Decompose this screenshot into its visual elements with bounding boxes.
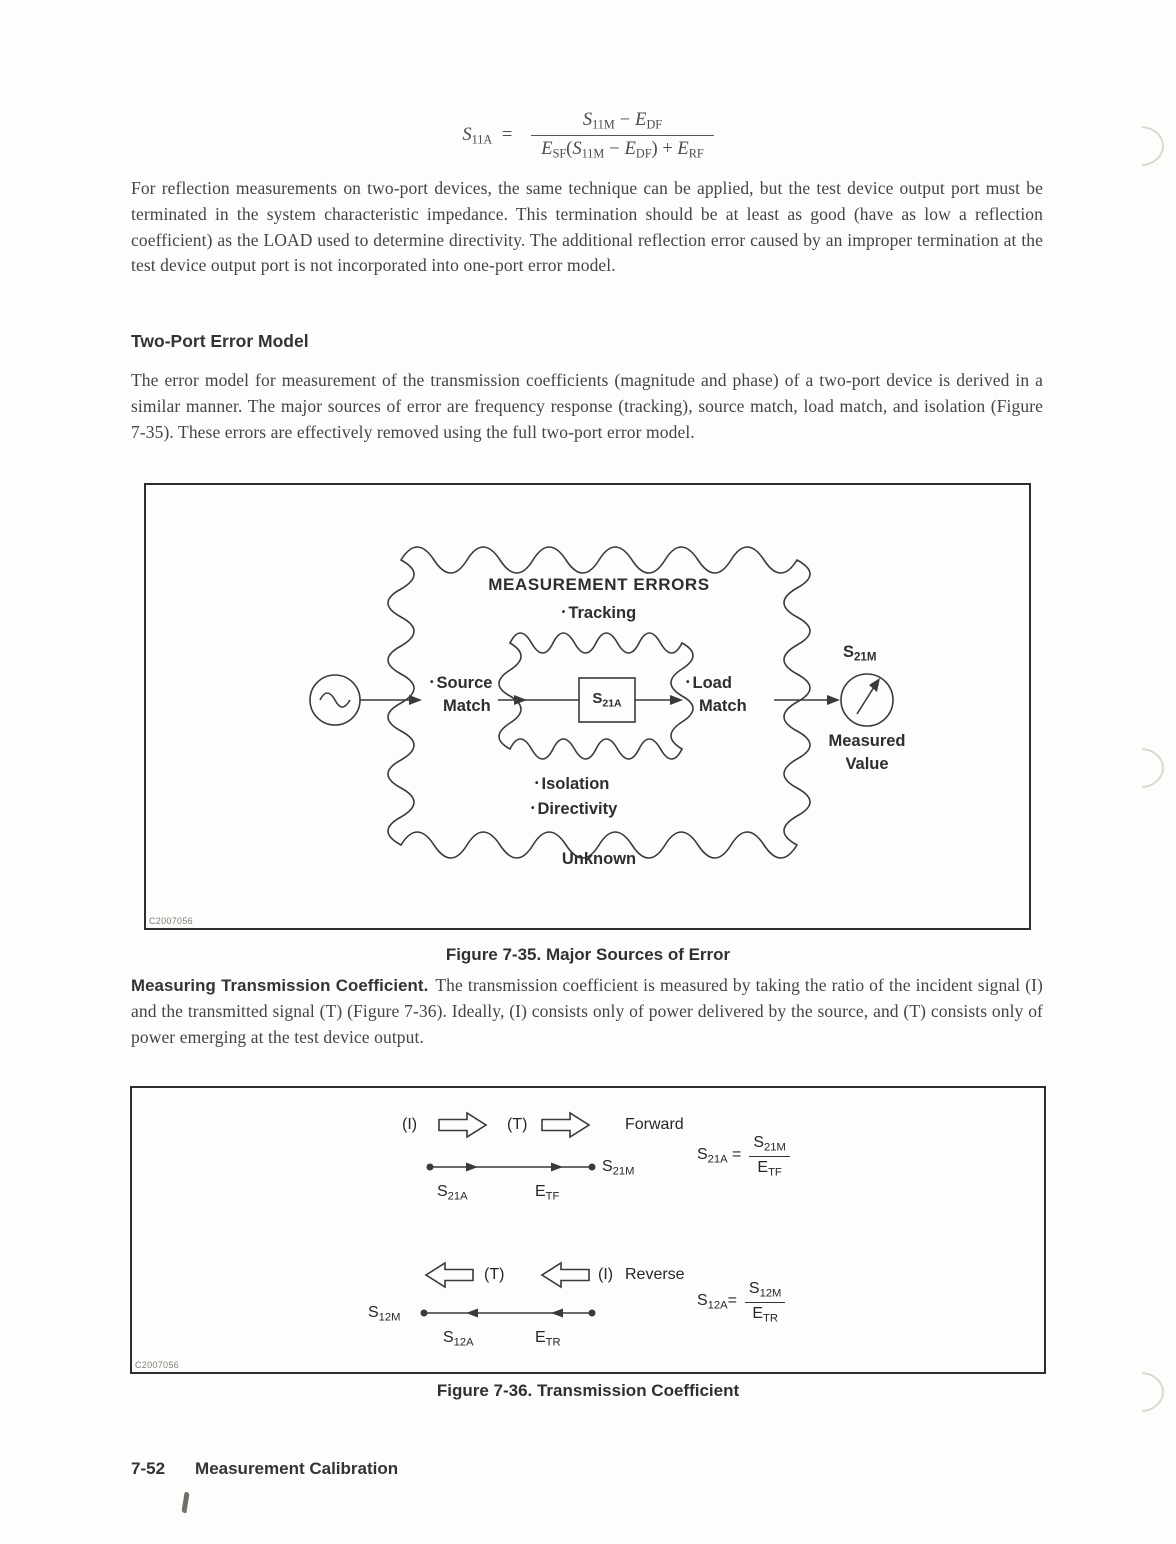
tracking-text: Tracking xyxy=(568,604,637,622)
open-paren: ( xyxy=(566,139,573,160)
eqr-equals: = xyxy=(727,1292,737,1310)
s21m-label xyxy=(602,1158,634,1178)
eqf-numerator xyxy=(749,1134,789,1156)
eqf-denominator xyxy=(749,1156,789,1179)
paragraph-reflection-measurements: For reflection measurements on two-port devices, the same technique can be applied, but the test device output port must be terminated in the system characteristic impedance. This termination should be at least as good (have as low a reflection coefficient) as the LOAD used to determine directivity. The additional reflection error caused by an improper termination at the test device output port is not incorporated into one-port error model. xyxy=(131,178,1043,276)
eqf-equals: = xyxy=(732,1146,742,1164)
bullet-icon: • xyxy=(535,778,539,789)
bullet-icon: • xyxy=(561,607,566,618)
reverse-transmission-line xyxy=(421,1309,596,1318)
denominator-symbol: E xyxy=(541,139,553,160)
denominator-symbol-2: S xyxy=(572,139,582,160)
eqf-lhs-base: S xyxy=(697,1146,708,1164)
source-match-label xyxy=(430,671,492,718)
reverse-incident-label: (I) xyxy=(598,1266,614,1283)
s21a-base: S xyxy=(437,1183,448,1200)
s12a-label xyxy=(443,1329,474,1349)
forward-equation-lhs xyxy=(697,1146,741,1166)
eqr-lhs-base: S xyxy=(697,1292,708,1310)
incident-signal-label: (I) xyxy=(402,1116,418,1133)
denominator-symbol-3: E xyxy=(624,139,636,160)
s21a-box-label xyxy=(579,678,635,722)
equation-lhs xyxy=(462,125,517,147)
value-text: Value xyxy=(845,755,889,773)
s12m-label xyxy=(368,1304,400,1324)
close-paren-plus: ) + xyxy=(651,139,673,160)
measurement-errors-title: MEASUREMENT ERRORS xyxy=(488,575,710,594)
reverse-label: Reverse xyxy=(625,1266,685,1283)
source-text: Source xyxy=(436,674,493,692)
etf-subscript: TF xyxy=(545,1190,560,1203)
etr-base: E xyxy=(535,1329,546,1346)
eqr-num-base: S xyxy=(748,1280,760,1297)
eqf-lhs-subscript: 21A xyxy=(707,1153,728,1166)
minus-sign: − xyxy=(619,110,631,130)
bullet-icon: • xyxy=(531,803,535,814)
transmission-coefficient-diagram xyxy=(132,1088,1048,1376)
figure-code: C2007056 xyxy=(135,1360,179,1370)
etr-subscript: TR xyxy=(545,1336,561,1349)
measured-text: Measured xyxy=(828,732,906,750)
denominator-subscript-3: DF xyxy=(635,146,652,161)
numerator-symbol-2: E xyxy=(635,110,647,130)
transmission-paragraph-text: The transmission coefficient is measured by taking the ratio of the incident signal (I) and the transmitted signal (T) (Figure 7-36). Ideally, (I) consists only of power delivered by the source, and (T) consists only of power emerging at the test device output. xyxy=(131,975,1043,1047)
page-footer xyxy=(131,1459,398,1479)
load-text: Load xyxy=(692,674,732,692)
eqr-den-subscript: TR xyxy=(763,1312,778,1325)
reverse-transmitted-label: (T) xyxy=(484,1266,505,1283)
s21a-subscript: 21A xyxy=(447,1190,468,1203)
bullet-icon: • xyxy=(686,677,690,688)
numerator-symbol: S xyxy=(582,110,593,130)
footer-section-title: Measurement Calibration xyxy=(195,1459,399,1478)
s21a-subscript: 21A xyxy=(602,697,622,710)
two-port-error-model-heading: Two-Port Error Model xyxy=(131,331,309,351)
measuring-transmission-lead: Measuring Transmission Coefficient. xyxy=(131,976,429,995)
s21a-base: S xyxy=(592,690,603,708)
measured-value-label xyxy=(817,730,917,776)
eqf-den-base: E xyxy=(757,1158,769,1176)
reverse-equation xyxy=(697,1280,785,1324)
paragraph-error-model: The error model for measurement of the transmission coefficients (magnitude and phase) of a two-port device is derived in a similar manner. The major sources of error are frequency response (tracking), source match, load match, and isolation (Figure 7-35). These errors are effectively removed using the full two-port error model. xyxy=(131,370,1043,442)
meter-icon xyxy=(841,674,893,726)
numerator-subscript: 11M xyxy=(592,117,615,132)
reverse-arrow-icon xyxy=(426,1263,589,1287)
equation-denominator xyxy=(531,135,713,161)
s12a-base: S xyxy=(443,1329,454,1346)
binder-hole-mark xyxy=(1118,748,1164,788)
s12m-base: S xyxy=(368,1304,379,1321)
equation-lhs-subscript: 11A xyxy=(471,132,493,147)
load-match-label xyxy=(686,671,747,718)
eqr-denominator xyxy=(745,1302,785,1325)
eqf-num-subscript: 21M xyxy=(764,1141,786,1154)
figure-code: C2007056 xyxy=(149,916,193,926)
bullet-icon: • xyxy=(430,677,434,688)
equation-fraction xyxy=(531,110,713,162)
etf-label xyxy=(535,1183,559,1203)
equation-numerator xyxy=(531,110,713,135)
forward-equation-fraction xyxy=(749,1134,789,1178)
isolation-label xyxy=(535,775,609,794)
s21m-base: S xyxy=(843,643,855,661)
page-number: 7-52 xyxy=(131,1459,166,1478)
source-match-text: Match xyxy=(443,697,491,715)
forward-label: Forward xyxy=(625,1116,684,1133)
figure-7-35-caption: Figure 7-35. Major Sources of Error xyxy=(445,945,731,964)
transmitted-signal-label: (T) xyxy=(507,1116,528,1133)
eqr-lhs-subscript: 12A xyxy=(707,1299,728,1312)
source-icon xyxy=(310,675,360,725)
figure-7-36-caption: Figure 7-36. Transmission Coefficient xyxy=(436,1381,740,1400)
directivity-label xyxy=(531,800,617,819)
eqr-numerator xyxy=(745,1280,785,1302)
s21m-subscript: 21M xyxy=(612,1165,635,1178)
equation-s11a xyxy=(0,110,1176,162)
s12m-subscript: 12M xyxy=(378,1311,401,1324)
eqf-num-base: S xyxy=(753,1134,765,1151)
s21m-label xyxy=(843,643,876,664)
s21a-label xyxy=(437,1183,468,1203)
isolation-text: Isolation xyxy=(541,775,610,793)
eqr-num-subscript: 12M xyxy=(759,1287,782,1300)
forward-transmission-line xyxy=(427,1163,596,1172)
paragraph-transmission-coefficient xyxy=(131,973,1043,1050)
denominator-subscript-4: RF xyxy=(688,146,704,161)
reverse-equation-lhs xyxy=(697,1292,737,1312)
eqr-den-base: E xyxy=(752,1304,764,1322)
figure-7-36 xyxy=(130,1086,1046,1374)
directivity-text: Directivity xyxy=(537,800,618,818)
denominator-symbol-4: E xyxy=(677,139,689,160)
reverse-equation-fraction xyxy=(745,1280,785,1324)
forward-equation xyxy=(697,1134,790,1178)
s12a-subscript: 12A xyxy=(453,1336,474,1349)
denominator-subscript-2: 11M xyxy=(581,146,605,161)
eqf-den-subscript: TF xyxy=(768,1166,782,1179)
s21m-subscript: 21M xyxy=(854,651,877,664)
s21m-base: S xyxy=(602,1158,613,1175)
etf-base: E xyxy=(535,1183,546,1200)
tracking-label xyxy=(399,604,799,623)
scan-artifact xyxy=(181,1492,189,1514)
equals-sign: = xyxy=(501,124,513,145)
denominator-subscript: SF xyxy=(552,146,567,161)
load-match-text: Match xyxy=(699,697,747,715)
figure-7-35 xyxy=(144,483,1031,930)
unknown-label: Unknown xyxy=(561,850,637,868)
etr-label xyxy=(535,1329,561,1349)
numerator-subscript-2: DF xyxy=(646,117,663,132)
equation-lhs-symbol: S xyxy=(462,124,472,145)
minus-sign-2: − xyxy=(609,139,620,160)
